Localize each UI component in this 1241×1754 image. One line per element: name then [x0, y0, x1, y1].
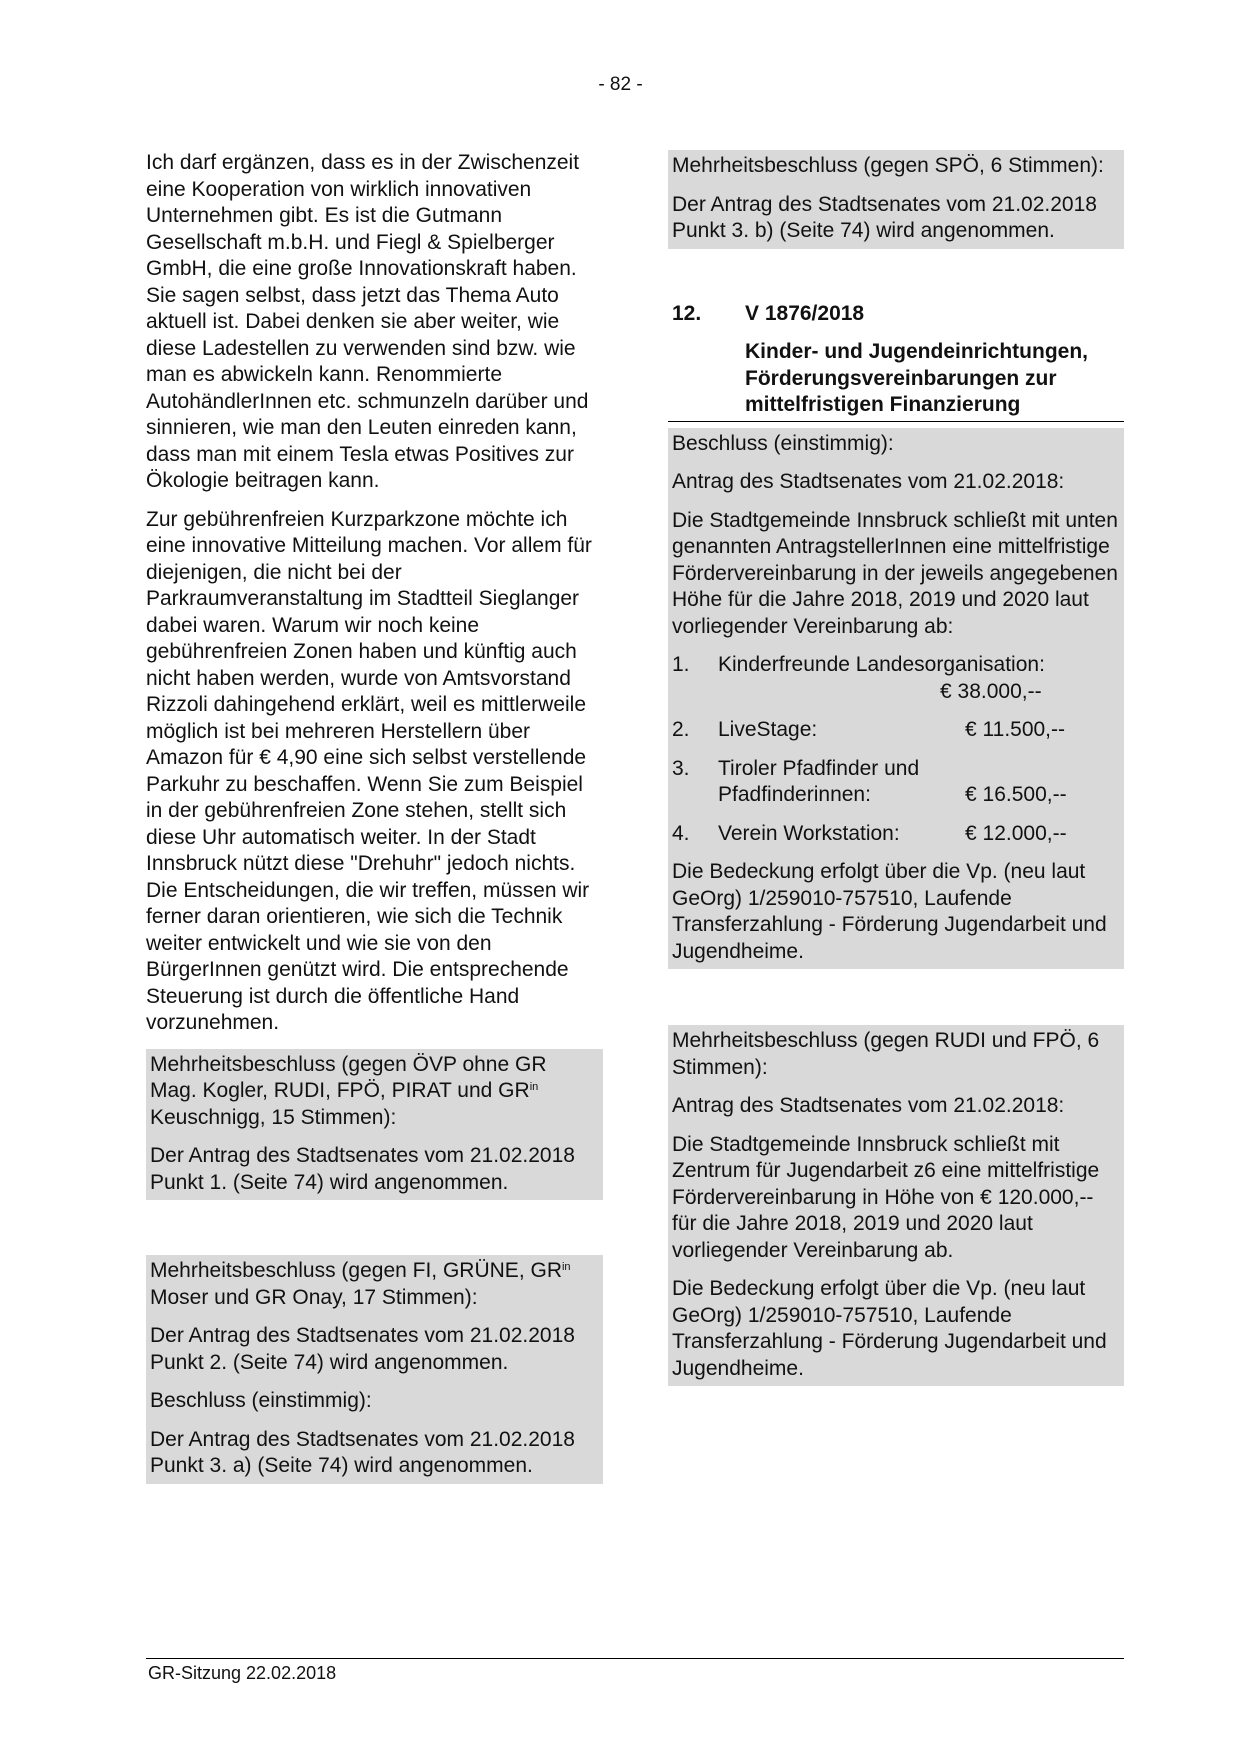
resolution-heading: Mehrheitsbeschluss (gegen SPÖ, 6 Stimmen):: [672, 154, 1104, 177]
resolution-text: Der Antrag des Stadtsenates vom 21.02.2018 Punkt 2. (Seite 74) wird angenommen.: [150, 1324, 575, 1374]
resolution-box: [668, 150, 1124, 249]
resolution-heading: Beschluss (einstimmig):: [150, 1389, 372, 1412]
agenda-item-code: V 1876/2018: [745, 301, 865, 325]
resolution-heading: Mehrheitsbeschluss (gegen RUDI und FPÖ, 6 Stimmen):: [672, 1029, 1100, 1079]
list-item: 3. Tiroler Pfadfinder und Pfadfinderinnen: € 16.500,--: [672, 756, 1067, 806]
speech-paragraph: Ich darf ergänzen, dass es in der Zwischenzeit eine Kooperation von wirklich innovativen Unternehmen gibt. Es ist die Gutmann Gesellschaft m.b.H. und Fiegl & Spielberger GmbH, die eine große Innovationskraft haben. Sie sagen selbst, dass jetzt das Thema Auto aktuell ist. Dabei denken sie aber weiter, wie diese Ladestellen zu verwenden sind bzw. wie man es abwickeln kann. Renommierte AutohändlerInnen etc. schmunzeln darüber und sinnieren, wie man den Leuten einreden kann, dass man mit einem Tesla etwas Positives zur Ökologie beitragen kann.: [146, 151, 589, 492]
resolution-text: Die Bedeckung erfolgt über die Vp. (neu laut GeOrg) 1/259010-757510, Laufende Transferzahlung - Förderung Jugendarbeit und Jugendheime.: [672, 1277, 1107, 1380]
footer-divider: [146, 1658, 1124, 1659]
superscript: in: [529, 1081, 539, 1093]
resolution-heading: Mehrheitsbeschluss (gegen ÖVP ohne GR Mag. Kogler, RUDI, FPÖ, PIRAT und $GR^{in}$ Keuschnigg, 15 Stimmen):: [150, 1052, 547, 1129]
resolution-text: Der Antrag des Stadtsenates vom 21.02.2018 Punkt 1. (Seite 74) wird angenommen.: [150, 1144, 575, 1194]
resolution-text: Die Stadtgemeinde Innsbruck schließt mit unten genannten AntragstellerInnen eine mittelfristige Fördervereinbarung in der jeweils angegebenen Höhe für die Jahre 2018, 2019 und 2020 laut vorliegender Vereinbarung ab:: [672, 508, 1118, 638]
speech-paragraph: Zur gebührenfreien Kurzparkzone möchte ich eine innovative Mitteilung machen. Vor allem für diejenigen, die nicht bei der Parkraumveranstaltung im Stadtteil Sieglanger dabei waren. Warum wir noch keine gebührenfreien Zonen haben und künftig auch nicht haben werden, wurde von Amtsvorstand Rizzoli dahingehend erklärt, weil es mittlerweile möglich ist bei mehreren Herstellern über Amazon für € 4,90 eine sich selbst verstellende Parkuhr zu beschaffen. Wenn Sie zum Beispiel in der gebührenfreien Zone stehen, stellt sich diese Uhr automatisch weiter. In der Stadt Innsbruck nützt diese "Drehuhr" jedoch nichts. Die Entscheidungen, die wir treffen, müssen wir ferner daran orientieren, wie sich die Technik weiter entwickelt und wie sie von den BürgerInnen genützt wird. Die entsprechende Steuerung ist durch die öffentliche Hand vorzunehmen.: [146, 507, 592, 1034]
resolution-box: [146, 1049, 603, 1201]
agenda-item-title: Kinder- und Jugendeinrichtungen, Förderungsvereinbarungen zur mittelfristigen Finanzierung: [745, 340, 1088, 416]
footer-text: GR-Sitzung 22.02.2018: [148, 1663, 337, 1683]
resolution-text: Der Antrag des Stadtsenates vom 21.02.2018 Punkt 3. a) (Seite 74) wird angenommen.: [150, 1427, 575, 1477]
resolution-text: Die Bedeckung erfolgt über die Vp. (neu laut GeOrg) 1/259010-757510, Laufende Transferzahlung - Förderung Jugendarbeit und Jugendheime.: [672, 860, 1107, 963]
list-item: 1. Kinderfreunde Landesorganisation: € 38.000,--: [672, 653, 1045, 703]
resolution-box: [146, 1255, 603, 1484]
antrag-line: Antrag des Stadtsenates vom 21.02.2018:: [672, 470, 1065, 493]
agenda-item-heading: [668, 301, 1124, 328]
resolution-heading: Beschluss (einstimmig):: [672, 431, 894, 455]
page-number: - 82 -: [598, 74, 643, 95]
right-column: [668, 150, 1124, 1386]
list-item: 4. Verein Workstation: € 12.000,--: [672, 821, 1067, 845]
resolution-text: Die Stadtgemeinde Innsbruck schließt mit Zentrum für Jugendarbeit z6 eine mittelfristige Fördervereinbarung in Höhe von € 120.000,-- für die Jahre 2018, 2019 und 2020 laut vorliegender Vereinbarung ab.: [672, 1132, 1100, 1262]
resolution-box: [668, 1025, 1124, 1386]
left-column: [146, 150, 603, 1484]
antrag-line: Antrag des Stadtsenates vom 21.02.2018:: [672, 1094, 1065, 1117]
list-item: 2. LiveStage: € 11.500,--: [672, 718, 1066, 741]
resolution-box: [668, 428, 1124, 970]
divider: [668, 421, 1124, 422]
resolution-heading: Mehrheitsbeschluss (gegen FI, GRÜNE, $GR^{in}$ Moser und GR Onay, 17 Stimmen):: [150, 1259, 571, 1309]
superscript: in: [561, 1261, 571, 1273]
resolution-text: Der Antrag des Stadtsenates vom 21.02.2018 Punkt 3. b) (Seite 74) wird angenommen.: [672, 192, 1097, 242]
agenda-item-number: 12.: [672, 301, 702, 325]
